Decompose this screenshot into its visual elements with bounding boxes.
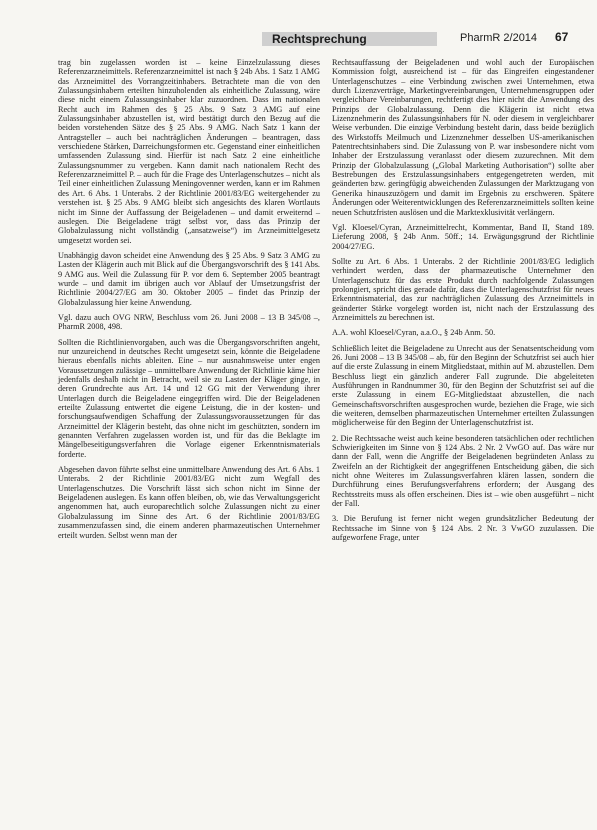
paragraph: Abgesehen davon führte selbst eine unmittelbare Anwendung des Art. 6 Abs. 1 Unterabs. 2 der Richtlinie 2001/83/EG nicht zum Wegfall des Unterlagenschutzes. Die Vorschrift lässt sich schon nicht im Sinne der Beigeladenen auslegen. Es kann offen bleiben, ob, wie das Verwaltungsgericht angenommen hat, auch europarechtlich solche Zulassungen nicht zu einer Globalzulassung im Sinne des Art. 6 der Richtlinie 2001/83/EG zusammenzufassen sind, die einem anderen pharmazeutischen Unternehmer erteilt wurden. Selbst wenn man der (58, 465, 320, 540)
citation: A.A. wohl Kloesel/Cyran, a.a.O., § 24b Anm. 50. (332, 328, 496, 338)
citation: Vgl. dazu auch OVG NRW, Beschluss vom 26. Juni 2008 – 13 B 345/08 –, PharmR 2008, 498. (58, 312, 320, 332)
paragraph: Unabhängig davon scheidet eine Anwendung des § 25 Abs. 9 Satz 3 AMG zu Lasten der Klägerin auch mit Blick auf die Übergangsvorschrift des § 141 Abs. 9 AMG aus. Weil die Zulassung für P. vor dem 6. September 2005 beantragt wurde – und damit im übrigen auch vor Ablauf der Umsetzungsfrist der Richtlinie 2004/27/EG am 30. Oktober 2005 – findet das Prinzip der Globalzulassung hier keine Anwendung. (58, 250, 320, 307)
citation: Vgl. Kloesel/Cyran, Arzneimittelrecht, Kommentar, Band II, Stand 189. Lieferung 2008, § 24b Anm. 50ff.; 14. Erwägungsgrund der Richtlinie 2004/27/EG. (332, 222, 594, 251)
paragraph: 2. Die Rechtssache weist auch keine besonderen tatsächlichen oder rechtlichen Schwierigkeiten im Sinne von § 124 Abs. 2 Nr. 2 VwGO auf. Das wäre nur dann der Fall, wenn die Angriffe der Beigeladenen begründeten Anlass zu Zweifeln an der Richtigkeit der angegriffenen Entscheidung gäben, die sich nicht ohne Weiteres im Zulassungsverfahren klären lassen, sondern die Durchführung eines Berufungsverfahrens erfordern; der Ausgang des Rechtsstreits muss als offen erscheinen. Dies ist – wie oben ausgeführt – nicht der Fall. (332, 433, 594, 509)
left-column (58, 58, 320, 546)
paragraph: 3. Die Berufung ist ferner nicht wegen grundsätzlicher Bedeutung der Rechtssache im Sinne von § 124 Abs. 2 Nr. 3 VwGO zuzulassen. Die aufgeworfene Frage, unter (332, 514, 594, 543)
paragraph: trag bin zugelassen worden ist – keine Einzelzulassung dieses Referenzarzneimittels. Referenzarzneimittel ist nach § 24b Abs. 1 Satz 1 AMG das Arzneimittel des Vorrangzeitinhabers. Betrachtete man die von den Zulassungsinhabern erteilten hinzuholenden als einheitliche Zulassung, wäre diese nicht einem Zulassungsinhaber klar zuzuordnen. Dass im nationalen Recht auch im Rahmen des § 25 Abs. 9 Satz 3 AMG auf eine Zulassungsinhaber abzustellen ist, wird bestätigt durch den Bezug auf die beiden vorstehenden Sätze des § 25 Abs. 9 AMG. Nach Satz 1 kann der Antragsteller – auch bei nachträglichen Änderungen – beantragen, dass verschiedene Stärken, Darreichungsformen etc. Gegenstand einer einheitlichen umfassenden Zulassung sind. Hierfür ist nach Satz 2 eine einheitliche Zulassungsnummer zu vergeben. Kann damit nach nationalem Recht des Referenzarzneimittel P. – auch für die Frage des Unterlagenschutzes – nicht als Teil einer einheitlichen Zulassung Meningovenner werden, kann er im Rahmen des Art. 6 Abs. 1 Unterabs. 2 der Richtlinie 2001/83/EG weitergehender zu verstehen ist. § 25 Abs. 9 AMG bleibt sich angesichts des klaren Wortlauts nicht im Sinne der Auffassung der Beigeladenen – und damit erweiternd – auslegen. Die Beigeladene trägt selbst vor, dass das Prinzip der Globalzulassung nicht vollständig („ansatzweise“) im Arzneimittelgesetz umgesetzt worden sei. (58, 58, 320, 245)
page-number: 67 (555, 30, 569, 44)
paragraph: Rechtsauffassung der Beigeladenen und wohl auch der Europäischen Kommission folgt, ausreichend ist – für das Eingreifen eingestandener Unterlagenschutzes – eine Verbindung zwischen zwei Unternehmen, etwa durch Lizenzverträge, Marketingvereinbarungen, Unternehmensgruppen oder vergleichbare Vereinbarungen, rechtfertigt dies hier nicht die Anwendung des Prinzips der Globalzulassung. Denn die Klägerin ist nicht etwa Lizenznehmerin des Zulassungsinhabers für N. oder diesem in vergleichbarer Weise verbunden. Die einzige Verbindung besteht darin, dass beide bezüglich des Wirkstoffs Meilmuch und Lizenznehmer desselben US-amerikanischen Patentrechtsinhabers sind. Die Zulassung von P. war insbesondere nicht vom Inhaber der Erstzulassung veranlasst oder diesem zuzurechnen. Mit dem Prinzip der Globalzulassung („Global Marketing Authorisation“) sollte aber Bestrebungen des Erstzulassungsinhabers entgegengetreten werden, mit geänderten bzw. geringfügig abweichenden Zulassungen der Marktzugang von Generika hinauszuzögern und damit im Ergebnis zu erschweren. Spätere Änderungen oder Weiterentwicklungen des Referenzarzneimittels sollten keine neuen Schutzfristen auslösen und die Marktexklusivität verlängern. (332, 58, 594, 217)
paragraph: Sollten die Richtlinienvorgaben, auch was die Übergangsvorschriften angeht, nur unzureichend in deutsches Recht umgesetzt sein, könnte die Beigeladene hieraus ebenfalls nichts ableiten. Eine – nur ausnahmsweise unter engen Voraussetzungen zulässige – unmittelbare Anwendung der Richtlinie käme hier jedenfalls deshalb nicht in Betracht, weil sie zu Lasten der Kläger ginge, in deren Grundrechte aus Art. 14 und 12 GG mit der Verwendung ihrer Unterlagen durch die Beigeladene eingegriffen wird. Die der Beigeladenen erteilte Zulassung entwertet die eigene Leistung, die in der kosten- und forschungsaufwendigen Schaffung der Zulassungsvoraussetzungen für das Arzneimittel der Klägerin besteht, das ohne nicht im geschützten, sondern im genannten Verfahren zugelassen worden ist, und für das die Beklagte im Mängelbeseitigungsverfahren die Vorlage eigener Erkenntnismaterials forderte. (58, 337, 320, 459)
paragraph: Schließlich leitet die Beigeladene zu Unrecht aus der Senatsentscheidung vom 26. Juni 2008 – 13 B 345/08 – ab, für den Beginn der Schutzfrist sei auch hier auf die erste Zulassung in einem Mitgliedstaat, mithin auf M. abzustellen. Dem Beschluss liegt ein gänzlich anderer Fall zugrunde. Die abgeleiteten Ausführungen in Randnummer 30, für den Beginn der Schutzfrist sei auf die erste Zulassung in einem EG-Mitgliedstaat abzustellen, die nach Gemeinschaftsvorschriften ausgesprochen wurde, beziehen die Frage, wie sich die weiteren, demselben pharmazeutischen Unternehmer erteilten Zulassungen möglicherweise für den Beginn der Unterlagenschutzfrist ist. (332, 343, 594, 428)
page-header (0, 0, 597, 52)
journal-issue: PharmR 2/2014 (460, 32, 538, 44)
right-column (332, 58, 594, 549)
paragraph: Sollte zu Art. 6 Abs. 1 Unterabs. 2 der Richtlinie 2001/83/EG lediglich verhindert werden, dass der pharmazeutische Unternehmer den Unterlagenschutz für das erste Produkt durch nachfolgende Zulassungen prolongiert, spricht dies gerade dafür, dass die Unterlagenschutzfrist für neues Erkenntnismaterial, das zur nachträglichen Zulassung des Arzneimittels in geänderter Stärke vorgelegt worden ist, nicht nach der Erstzulassung des Arzneimittels zu berechnen ist. (332, 256, 594, 322)
section-title: Rechtsprechung (262, 32, 437, 46)
